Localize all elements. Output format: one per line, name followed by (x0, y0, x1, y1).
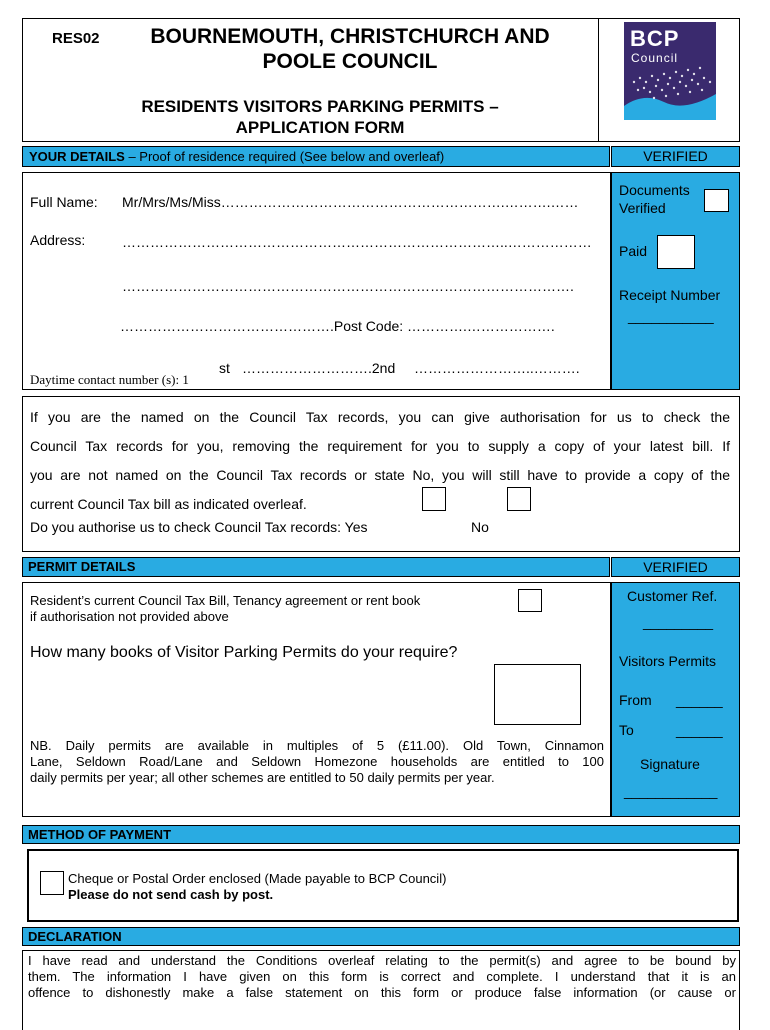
council-tax-yes-checkbox[interactable] (422, 487, 446, 511)
address-line-2[interactable]: ……………………………………………………………………………………. (122, 278, 574, 294)
declaration-heading-bar (22, 927, 740, 946)
daily-permits-note-line3: daily permits per year; all other schemes are entitled to 50 daily permits per year. (30, 770, 495, 785)
your-details-verified-bar (611, 146, 740, 167)
your-details-heading-bar (22, 146, 610, 167)
address-line-3-postcode[interactable]: ……………………………………….Post Code: ………….………………. (120, 318, 555, 334)
declaration-line3: offence to dishonestly make a false statement on this form or produce false information (or cause or (28, 985, 736, 1000)
logo-wave-graphic (624, 22, 716, 120)
contact-number-1-field[interactable]: ……………………….2nd (242, 360, 396, 376)
to-field[interactable]: ______ (676, 722, 723, 738)
receipt-number-field[interactable]: ___________ (628, 308, 714, 324)
cheque-label: Cheque or Postal Order enclosed (Made payable to BCP Council) (68, 871, 447, 886)
permit-details-heading-bar (22, 557, 610, 577)
declaration-line1: I have read and understand the Conditions overleaf relating to the permit(s) and agree to be bound by (28, 953, 736, 968)
daily-permits-note-line2: Lane, Seldown Road/Lane and Seldown Homezone households are entitled to 100 (30, 754, 604, 769)
permit-details-verified-label: VERIFIED (643, 559, 708, 575)
council-tax-line2: Council Tax records for you, removing the requirement for you to supply a copy of your latest bill. If (30, 438, 730, 454)
paid-checkbox[interactable] (657, 235, 695, 269)
no-cash-warning: Please do not send cash by post. (68, 887, 274, 902)
your-details-heading-bold: YOUR DETAILS (29, 149, 125, 164)
your-details-heading (29, 149, 444, 164)
bill-provided-checkbox[interactable] (518, 589, 542, 612)
payment-heading: METHOD OF PAYMENT (28, 827, 172, 842)
permit-details-heading: PERMIT DETAILS (28, 559, 136, 574)
your-details-heading-rest: – Proof of residence required (See below and overleaf) (124, 149, 445, 164)
contact-number-2-field[interactable]: ……………………..………. (414, 360, 580, 376)
signature-label: Signature (640, 756, 700, 772)
council-tax-line1: If you are the named on the Council Tax records, you can give authorisation for us to check the (30, 409, 730, 425)
declaration-line2: them. The information I have given on this form is correct and complete. I understand that it is an (28, 969, 736, 984)
documents-verified-checkbox[interactable] (704, 189, 729, 212)
bill-requirement-line2: if authorisation not provided above (30, 609, 229, 624)
payment-heading-bar (22, 825, 740, 844)
form-subtitle (60, 96, 580, 138)
cheque-checkbox[interactable] (40, 871, 64, 895)
council-tax-text (30, 403, 730, 519)
permit-details-verified-bar (611, 557, 740, 577)
council-title (110, 24, 590, 74)
to-label: To (619, 722, 634, 738)
contact-st: st (219, 360, 230, 376)
full-name-field[interactable]: Mr/Mrs/Ms/Miss…………………………………………………….……….…… (122, 194, 579, 210)
form-subtitle-line1: RESIDENTS VISITORS PARKING PERMITS – (141, 97, 499, 116)
address-line-1[interactable]: ………………………………………………………………………..……………… (122, 234, 592, 250)
bcp-logo-main: BCP (630, 26, 680, 51)
paid-label: Paid (619, 243, 648, 259)
council-tax-line4: current Council Tax bill as indicated overleaf. (30, 496, 307, 512)
council-tax-no-checkbox[interactable] (507, 487, 531, 511)
council-tax-no-label: No (471, 519, 489, 535)
declaration-text (28, 953, 736, 1001)
visitors-permits-label: Visitors Permits (619, 653, 716, 669)
daily-permits-note (30, 738, 604, 786)
signature-field[interactable]: ____________ (624, 783, 718, 799)
form-subtitle-line2: APPLICATION FORM (235, 118, 405, 137)
how-many-books-question: How many books of Visitor Parking Permits do your require? (30, 644, 458, 661)
contact-label: Daytime contact number (s): 1 (30, 372, 189, 387)
receipt-number-label: Receipt Number (619, 287, 721, 303)
bcp-logo-sub: Council (631, 51, 679, 65)
from-field[interactable]: ______ (676, 692, 723, 708)
form-code: RES02 (52, 30, 100, 47)
header-divider (598, 18, 599, 142)
bill-requirement-line1: Resident’s current Council Tax Bill, Tenancy agreement or rent book (30, 593, 421, 608)
documents-verified-label: Verified (619, 200, 666, 216)
council-tax-line3: you are not named on the Council Tax records or state No, you will still have to provide a copy of the (30, 467, 730, 483)
daily-permits-note-line1: NB. Daily permits are available in multiples of 5 (£11.00). Old Town, Cinnamon (30, 738, 604, 753)
address-label: Address: (30, 232, 86, 248)
customer-ref-field[interactable]: _________ (643, 614, 714, 630)
customer-ref-label: Customer Ref. (627, 588, 718, 604)
your-details-verified-label: VERIFIED (643, 148, 708, 164)
from-label: From (619, 692, 652, 708)
bcp-logo (624, 22, 716, 120)
full-name-label: Full Name: (30, 194, 98, 210)
council-title-line1: BOURNEMOUTH, CHRISTCHURCH AND (150, 25, 550, 48)
declaration-heading: DECLARATION (28, 929, 122, 944)
bill-requirement-text (30, 593, 420, 625)
documents-label: Documents (619, 182, 690, 198)
council-title-line2: POOLE COUNCIL (262, 50, 438, 73)
council-tax-question: Do you authorise us to check Council Tax records: Yes (30, 519, 368, 535)
number-of-books-field[interactable] (494, 664, 581, 725)
